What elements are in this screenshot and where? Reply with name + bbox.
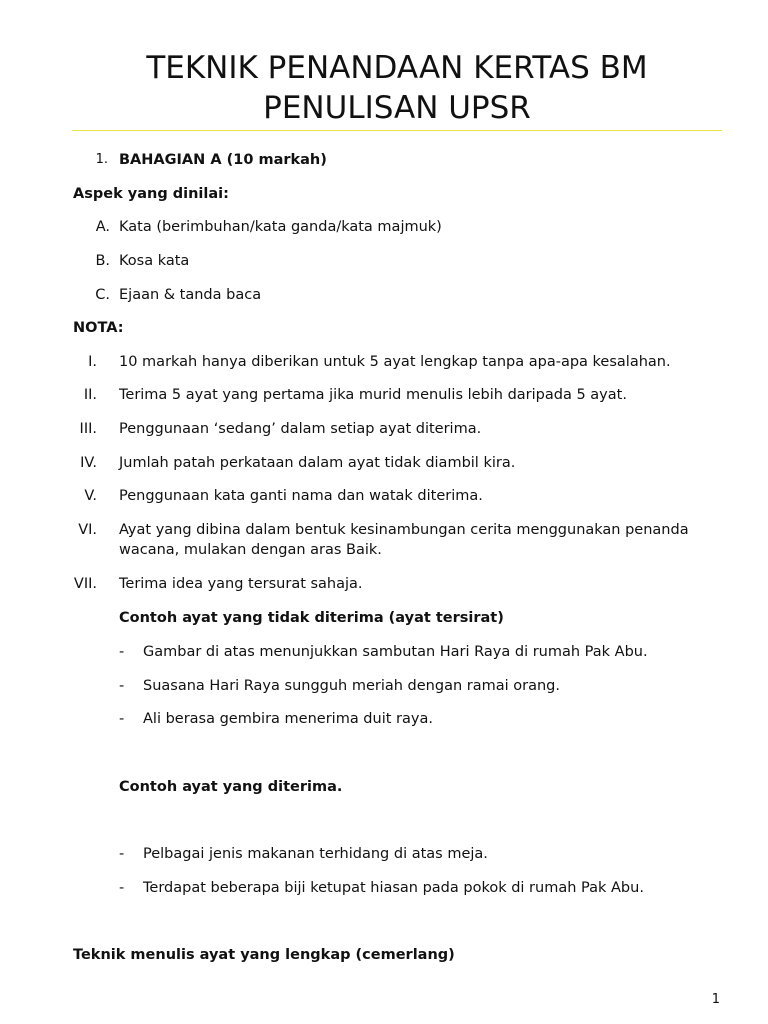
nota-marker-1: I. <box>88 354 97 370</box>
aspek-item-a: Kata (berimbuhan/kata ganda/kata majmuk) <box>119 219 442 235</box>
nota-marker-2: II. <box>83 387 97 403</box>
accepted-heading: Contoh ayat yang diterima. <box>119 779 343 795</box>
rejected-dash-1: - <box>119 644 125 660</box>
aspek-marker-c: C. <box>95 287 110 303</box>
nota-marker-6: VI. <box>78 522 97 538</box>
title-line-2: PENULISAN UPSR <box>263 90 531 126</box>
teknik-heading: Teknik menulis ayat yang lengkap (cemerlang) <box>73 947 455 963</box>
rejected-item-1: Gambar di atas menunjukkan sambutan Hari Raya di rumah Pak Abu. <box>143 644 648 660</box>
accepted-item-2: Terdapat beberapa biji ketupat hiasan pada pokok di rumah Pak Abu. <box>143 880 644 896</box>
nota-item-7: Terima idea yang tersurat sahaja. <box>119 576 363 592</box>
nota-item-6-cont: wacana, mulakan dengan aras Baik. <box>119 542 382 558</box>
page-number: 1 <box>711 992 720 1007</box>
nota-item-1: 10 markah hanya diberikan untuk 5 ayat lengkap tanpa apa-apa kesalahan. <box>119 354 671 370</box>
nota-marker-5: V. <box>84 488 97 504</box>
rejected-item-3: Ali berasa gembira menerima duit raya. <box>143 711 433 727</box>
title-divider <box>72 130 722 131</box>
rejected-dash-2: - <box>119 678 125 694</box>
nota-heading: NOTA: <box>73 320 124 336</box>
section-heading: BAHAGIAN A (10 markah) <box>119 152 327 168</box>
nota-item-3: Penggunaan ‘sedang’ dalam setiap ayat diterima. <box>119 421 482 437</box>
aspek-heading: Aspek yang dinilai: <box>73 186 229 202</box>
title-line-1: TEKNIK PENANDAAN KERTAS BM <box>146 50 648 86</box>
rejected-heading: Contoh ayat yang tidak diterima (ayat tersirat) <box>119 610 504 626</box>
aspek-item-c: Ejaan & tanda baca <box>119 287 262 303</box>
accepted-dash-2: - <box>119 880 125 896</box>
rejected-item-2: Suasana Hari Raya sungguh meriah dengan ramai orang. <box>143 678 560 694</box>
nota-marker-7: VII. <box>73 576 97 592</box>
nota-item-4: Jumlah patah perkataan dalam ayat tidak diambil kira. <box>119 455 516 471</box>
accepted-dash-1: - <box>119 846 125 862</box>
nota-item-6: Ayat yang dibina dalam bentuk kesinambungan cerita menggunakan penanda <box>119 522 689 538</box>
aspek-marker-b: B. <box>95 253 110 269</box>
nota-marker-4: IV. <box>80 455 97 471</box>
aspek-marker-a: A. <box>95 219 110 235</box>
nota-marker-3: III. <box>79 421 97 437</box>
aspek-item-b: Kosa kata <box>119 253 190 269</box>
document-title <box>72 48 722 128</box>
accepted-item-1: Pelbagai jenis makanan terhidang di atas meja. <box>143 846 488 862</box>
rejected-dash-3: - <box>119 711 125 727</box>
nota-item-2: Terima 5 ayat yang pertama jika murid menulis lebih daripada 5 ayat. <box>119 387 627 403</box>
nota-item-5: Penggunaan kata ganti nama dan watak diterima. <box>119 488 483 504</box>
section-marker: 1. <box>95 152 108 167</box>
